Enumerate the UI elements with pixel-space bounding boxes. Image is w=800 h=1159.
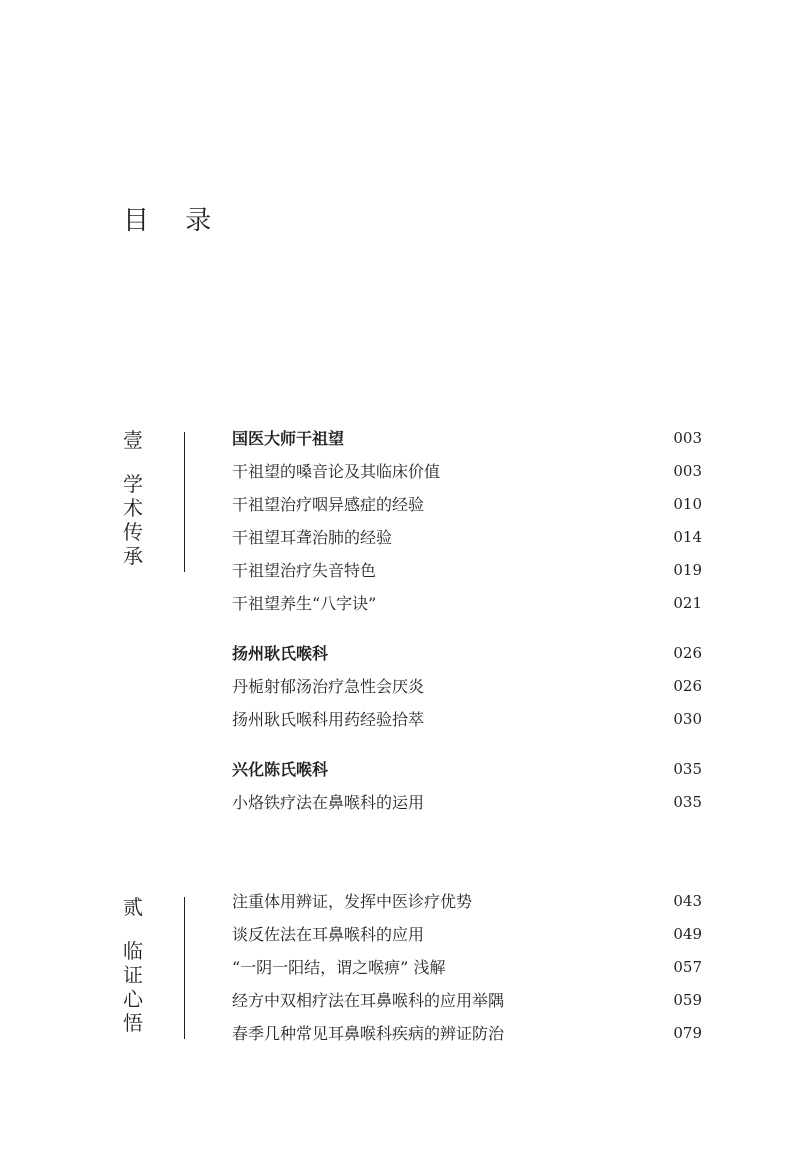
toc-entry-page: 019 (673, 561, 702, 579)
section-label-char: 学 (123, 472, 143, 496)
toc-entry[interactable] (232, 422, 702, 455)
section-label-char: 术 (123, 496, 143, 520)
toc-entry-page: 014 (673, 528, 702, 546)
toc-entry-title: 干祖望的嗓音论及其临床价值 (232, 462, 441, 481)
section-divider (184, 897, 185, 1039)
toc-entry[interactable] (232, 488, 702, 521)
toc-entry[interactable] (232, 753, 702, 786)
toc-entry-page: 035 (673, 793, 702, 811)
toc-entry[interactable] (232, 885, 702, 918)
section-numeral: 壹 (123, 428, 143, 452)
toc-group (232, 753, 702, 819)
toc-entry[interactable] (232, 918, 702, 951)
toc-entry-page: 057 (673, 958, 702, 976)
section-label-char: 心 (123, 987, 143, 1011)
toc-entry-page: 059 (673, 991, 702, 1009)
section-label (121, 428, 145, 568)
toc-entry-page: 021 (673, 594, 702, 612)
toc-entry-page: 026 (673, 644, 702, 662)
toc-entry-page: 035 (673, 760, 702, 778)
toc-entry[interactable] (232, 703, 702, 736)
section-label-char: 传 (123, 520, 143, 544)
section-label-char: 临 (123, 939, 143, 963)
toc-entry-title: 干祖望耳聋治肺的经验 (232, 528, 393, 547)
toc-entry-title: 扬州耿氏喉科 (232, 644, 329, 663)
toc-entry[interactable] (232, 521, 702, 554)
toc-entry-page: 049 (673, 925, 702, 943)
toc-entry-title: 注重体用辨证，发挥中医诊疗优势 (232, 892, 473, 911)
toc-entry[interactable] (232, 951, 702, 984)
toc-group (232, 422, 702, 620)
toc-entry-title: 小烙铁疗法在鼻喉科的运用 (232, 793, 425, 812)
toc-entry-page: 030 (673, 710, 702, 728)
section-label-char: 证 (123, 963, 143, 987)
toc-entry-title: 干祖望治疗失音特色 (232, 561, 377, 580)
toc-entry-page: 010 (673, 495, 702, 513)
toc-entry[interactable] (232, 554, 702, 587)
toc-entry-title: 国医大师干祖望 (232, 429, 345, 448)
toc-entry-title: 丹栀射郁汤治疗急性会厌炎 (232, 677, 425, 696)
toc-entry[interactable] (232, 670, 702, 703)
page-title: 目 录 (123, 206, 226, 236)
toc-entry-title: 兴化陈氏喉科 (232, 760, 329, 779)
toc-entry[interactable] (232, 786, 702, 819)
toc-entry[interactable] (232, 455, 702, 488)
toc-group (232, 885, 702, 1050)
toc-entries (232, 422, 702, 819)
toc-entry-title: 经方中双相疗法在耳鼻喉科的应用举隅 (232, 991, 505, 1010)
toc-entry[interactable] (232, 984, 702, 1017)
toc-entry-page: 043 (673, 892, 702, 910)
toc-entry-title: 谈反佐法在耳鼻喉科的应用 (232, 925, 425, 944)
toc-entry-title: “一阴一阳结，谓之喉痹” 浅解 (232, 958, 446, 977)
toc-entry-title: 干祖望养生“八字诀” (232, 594, 377, 613)
toc-entry-title: 扬州耿氏喉科用药经验拾萃 (232, 710, 425, 729)
section-divider (184, 432, 185, 572)
toc-entry-title: 干祖望治疗咽异感症的经验 (232, 495, 425, 514)
section-label-char: 悟 (123, 1011, 143, 1035)
toc-entry[interactable] (232, 587, 702, 620)
toc-entry-page: 026 (673, 677, 702, 695)
toc-entry-page: 003 (673, 429, 702, 447)
toc-entry[interactable] (232, 637, 702, 670)
toc-entry-page: 079 (673, 1024, 702, 1042)
toc-entries (232, 885, 702, 1050)
toc-entry-title: 春季几种常见耳鼻喉科疾病的辨证防治 (232, 1024, 505, 1043)
section-label (121, 895, 145, 1035)
section-label-char: 承 (123, 544, 143, 568)
section-numeral: 贰 (123, 895, 143, 919)
toc-entry[interactable] (232, 1017, 702, 1050)
toc-entry-page: 003 (673, 462, 702, 480)
toc-group (232, 637, 702, 736)
